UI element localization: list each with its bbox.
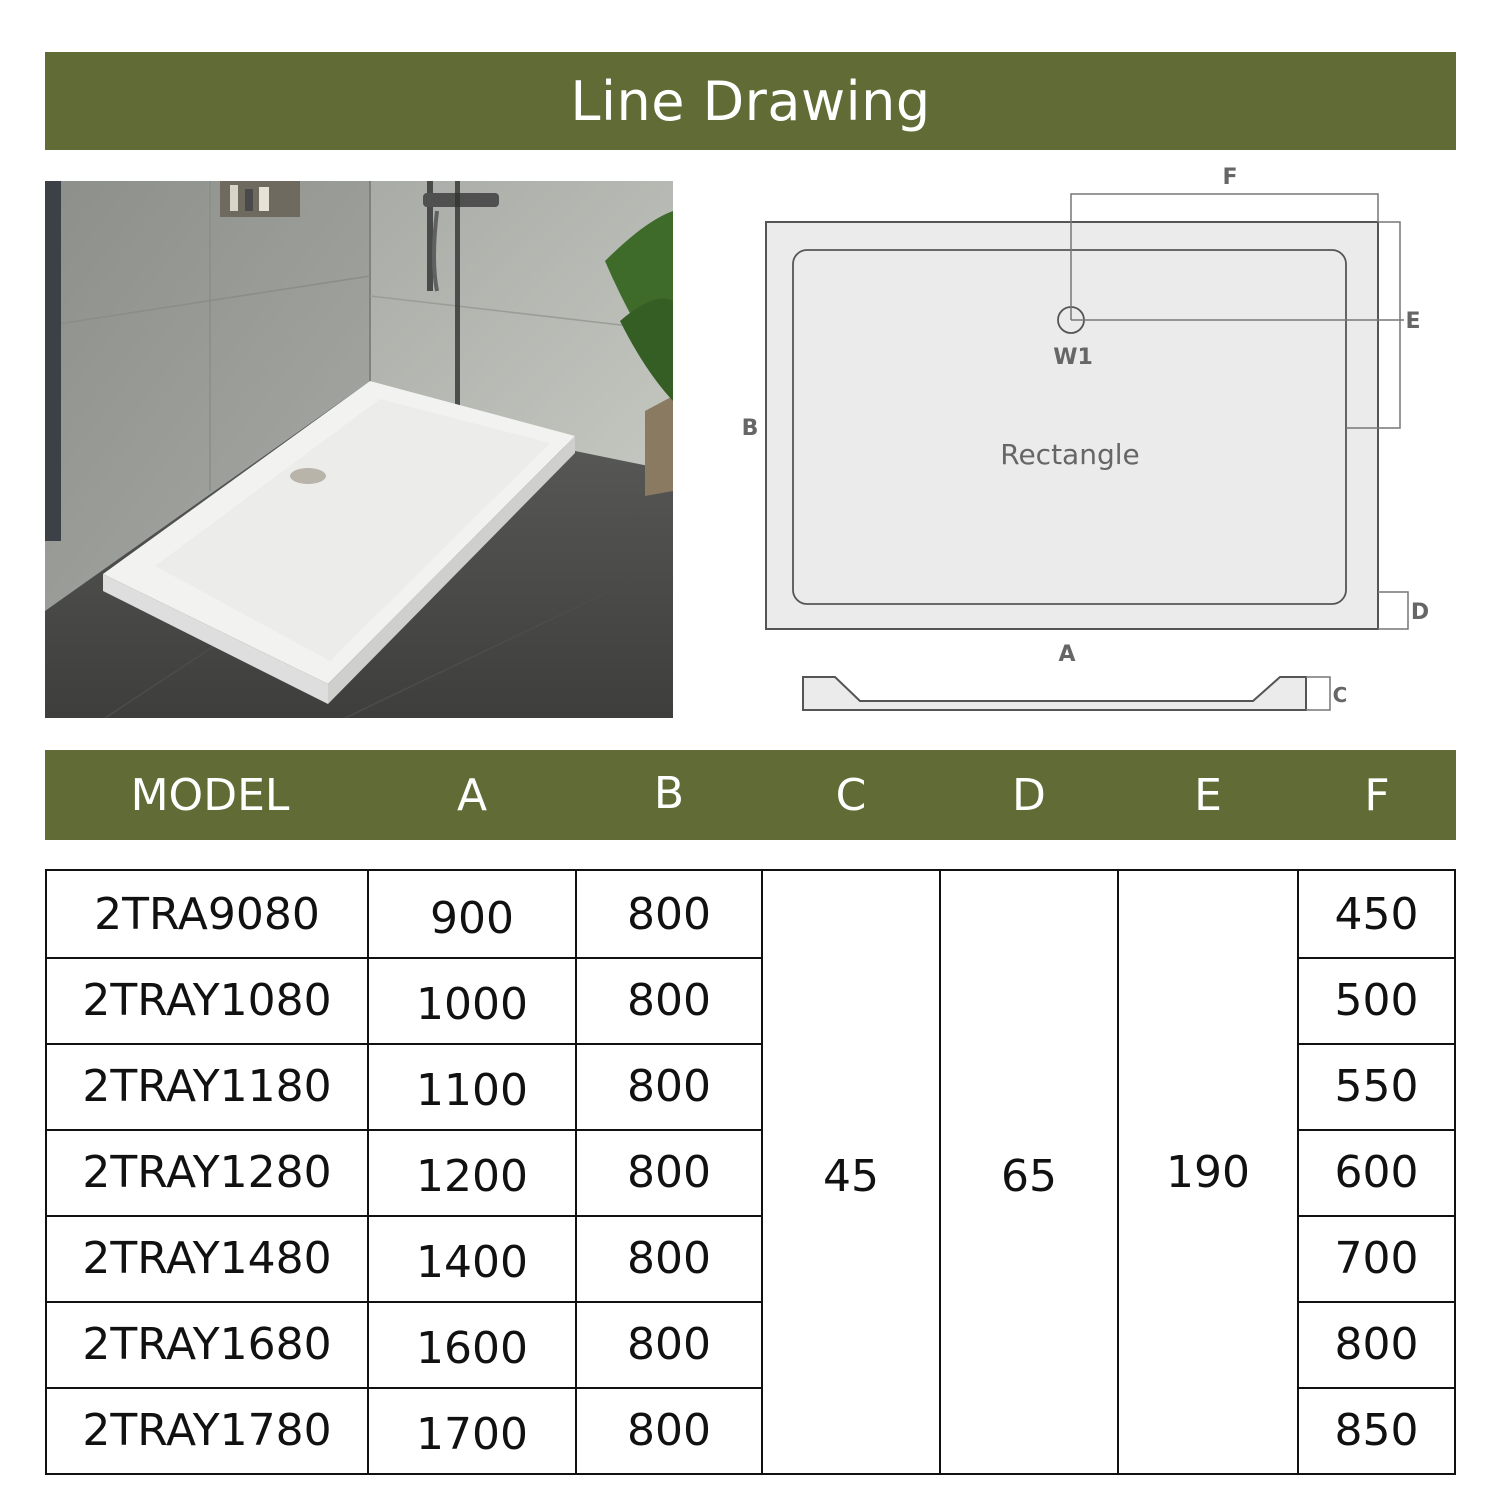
dimension-a-label: A	[1058, 642, 1076, 667]
table-row-6-b: 800	[627, 1318, 711, 1370]
table-row-3-model: 2TRAY1180	[82, 1060, 332, 1112]
table-row-5-b: 800	[627, 1232, 711, 1284]
dimension-c-label: C	[1332, 683, 1348, 707]
product-photo	[45, 181, 673, 718]
table-row-2-b: 800	[627, 974, 711, 1026]
shared-c-value: 45	[823, 1150, 879, 1202]
waste-label: W1	[1053, 345, 1093, 370]
header-d: D	[1012, 770, 1046, 821]
header-a: A	[456, 770, 488, 821]
dimension-b-label: B	[741, 416, 759, 441]
dimension-f-label: F	[1222, 165, 1238, 190]
dimension-d-bracket	[1378, 592, 1408, 629]
dimension-c-bracket	[1306, 677, 1330, 710]
table-row-7-a: 1700	[416, 1408, 528, 1460]
dimensions-table	[45, 869, 1456, 1475]
table-row-5-f: 700	[1334, 1232, 1419, 1284]
table-row-6-f: 800	[1334, 1318, 1419, 1370]
table-row-7-b: 800	[627, 1404, 711, 1456]
header-e: E	[1194, 770, 1222, 821]
table-row-2-a: 1000	[416, 978, 528, 1030]
header-b: B	[653, 768, 685, 819]
shared-d-value: 65	[1001, 1150, 1057, 1202]
table-row-1-a: 900	[430, 892, 514, 944]
table-row-4-f: 600	[1334, 1146, 1419, 1198]
table-row-4-model: 2TRAY1280	[82, 1146, 332, 1198]
tray-profile	[803, 677, 1306, 710]
table-row-7-f: 850	[1334, 1404, 1419, 1456]
table-row-1-f: 450	[1334, 888, 1419, 940]
table-row-1-b: 800	[627, 888, 711, 940]
tray-basin	[793, 250, 1346, 604]
dimension-e-label: E	[1405, 309, 1421, 334]
table-row-2-model: 2TRAY1080	[82, 974, 332, 1026]
header-model: MODEL	[130, 770, 290, 821]
table-row-6-a: 1600	[416, 1322, 528, 1374]
dimension-diagram	[730, 160, 1450, 730]
table-row-4-b: 800	[627, 1146, 711, 1198]
header-c: C	[835, 770, 867, 821]
dimension-d-label: D	[1410, 600, 1430, 625]
table-row-1-model: 2TRA9080	[94, 888, 320, 940]
table-row-6-model: 2TRAY1680	[82, 1318, 332, 1370]
table-row-5-model: 2TRAY1480	[82, 1232, 332, 1284]
technical-drawing	[730, 160, 1450, 730]
table-row-3-a: 1100	[416, 1064, 528, 1116]
table-row-2-f: 500	[1334, 974, 1419, 1026]
table-header	[45, 750, 1456, 840]
table-row-5-a: 1400	[416, 1236, 528, 1288]
header-f: F	[1364, 770, 1390, 821]
title-banner	[45, 52, 1456, 150]
shape-label: Rectangle	[1000, 438, 1140, 471]
shower-tray-photo	[45, 181, 673, 718]
table-row-3-b: 800	[627, 1060, 711, 1112]
table-row-7-model: 2TRAY1780	[82, 1404, 332, 1456]
table-row-3-f: 550	[1334, 1060, 1419, 1112]
table-row-4-a: 1200	[416, 1150, 528, 1202]
shared-e-value: 190	[1166, 1146, 1250, 1198]
banner-title: Line Drawing	[570, 69, 931, 133]
